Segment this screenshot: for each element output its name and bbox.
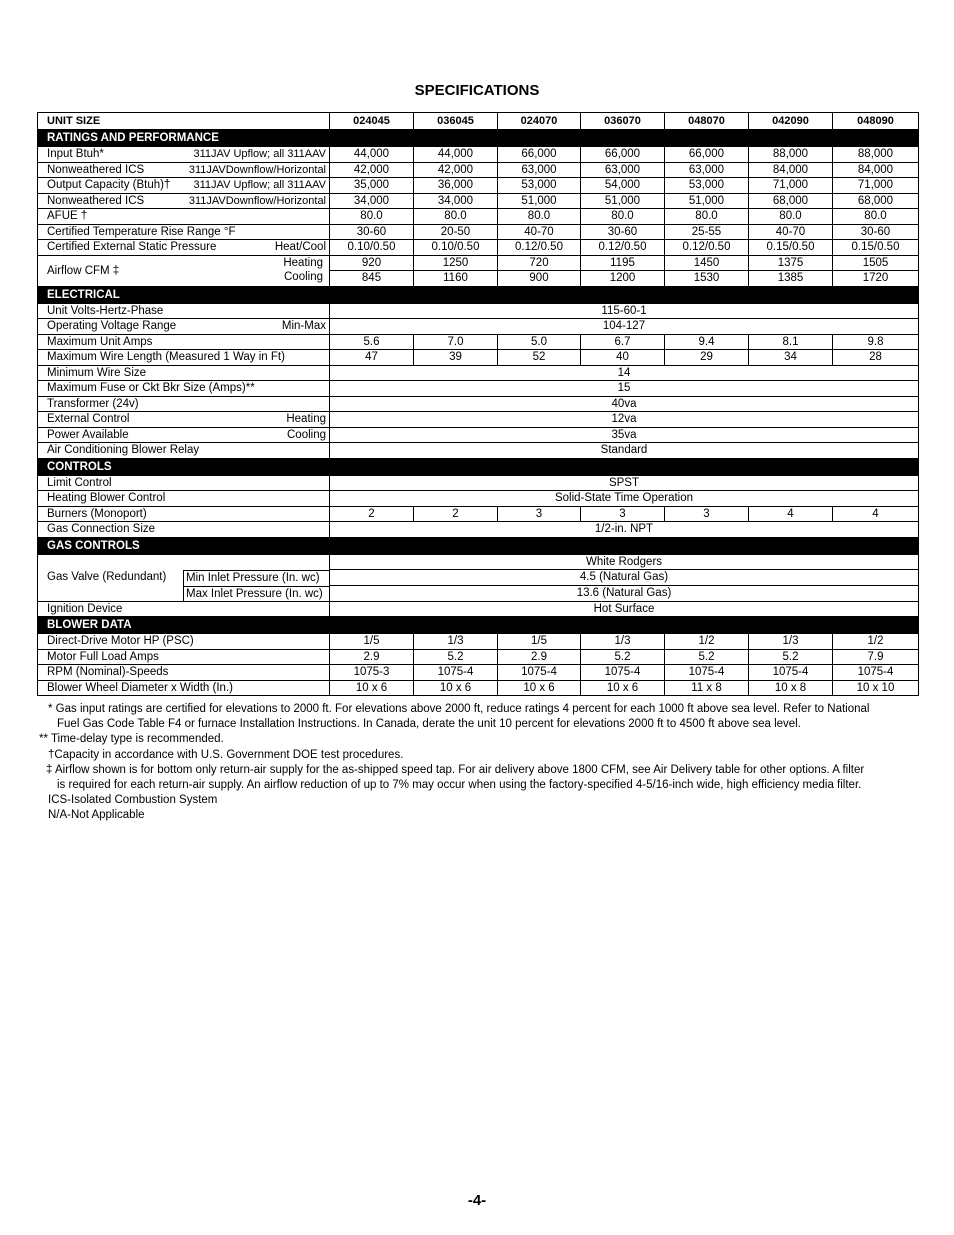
column-header: 036045 xyxy=(414,113,498,130)
value-cell-merged: 40va xyxy=(330,396,919,412)
value-cell: 25-55 xyxy=(665,224,749,240)
value-cell: 44,000 xyxy=(330,147,414,163)
table-row xyxy=(38,491,919,507)
footnote-airflow-1: ‡ Airflow shown is for bottom only return-air supply for the as-shipped speed tap. For air delivery above 1800 CFM, see Air Delivery table for other options. A filter xyxy=(46,763,865,776)
value-cell: 0.15/0.50 xyxy=(749,240,833,256)
value-cell: 5.0 xyxy=(498,334,581,350)
value-cell: 3 xyxy=(581,506,665,522)
value-cell: 10 x 6 xyxy=(581,680,665,696)
row-label: Maximum Unit Amps xyxy=(38,334,330,350)
section-title: ELECTRICAL xyxy=(38,286,919,303)
row-label: Transformer (24v) xyxy=(38,396,330,412)
value-cell: 80.0 xyxy=(581,209,665,225)
value-cell: 1720 xyxy=(833,271,919,287)
table-row xyxy=(38,634,919,650)
column-header: 042090 xyxy=(749,113,833,130)
value-cell: 9.8 xyxy=(833,334,919,350)
value-cell: 7.9 xyxy=(833,649,919,665)
value-cell: 63,000 xyxy=(581,162,665,178)
value-cell: 1/2 xyxy=(833,634,919,650)
value-cell-merged: Solid-State Time Operation xyxy=(330,491,919,507)
footnote-gas-input-2: Fuel Gas Code Table F4 or furnace Installation Instructions. In Canada, derate the unit 10 percent for elevations 2000 ft to 4500 ft above sea level. xyxy=(57,718,801,731)
value-cell: 30-60 xyxy=(330,224,414,240)
value-cell: 84,000 xyxy=(833,162,919,178)
value-cell: 80.0 xyxy=(330,209,414,225)
table-row xyxy=(38,350,919,366)
row-label xyxy=(38,427,330,443)
value-cell-merged: White Rodgers xyxy=(330,554,919,570)
row-label-text: Input Btuh* xyxy=(47,148,104,161)
table-row xyxy=(38,680,919,696)
value-cell: 900 xyxy=(498,271,581,287)
value-cell: 54,000 xyxy=(581,178,665,194)
value-cell: 30-60 xyxy=(833,224,919,240)
value-cell: 9.4 xyxy=(665,334,749,350)
row-label: Air Conditioning Blower Relay xyxy=(38,443,330,459)
value-cell-merged: 12va xyxy=(330,412,919,428)
row-label: Motor Full Load Amps xyxy=(38,649,330,665)
row-label: Heating Blower Control xyxy=(38,491,330,507)
section-header xyxy=(38,130,919,147)
value-cell-merged: 15 xyxy=(330,381,919,397)
row-label: Maximum Fuse or Ckt Bkr Size (Amps)** xyxy=(38,381,330,397)
row-label: Certified Temperature Rise Range °F xyxy=(38,224,330,240)
value-cell: 11 x 8 xyxy=(665,680,749,696)
table-row xyxy=(38,506,919,522)
value-cell: 47 xyxy=(330,350,414,366)
value-cell: 53,000 xyxy=(498,178,581,194)
value-cell: 2.9 xyxy=(498,649,581,665)
value-cell: 80.0 xyxy=(414,209,498,225)
value-cell: 53,000 xyxy=(665,178,749,194)
value-cell-merged: 14 xyxy=(330,365,919,381)
table-row xyxy=(38,224,919,240)
value-cell: 1/3 xyxy=(414,634,498,650)
value-cell: 40 xyxy=(581,350,665,366)
specifications-table xyxy=(37,112,919,696)
value-cell: 51,000 xyxy=(665,193,749,209)
value-cell: 34 xyxy=(749,350,833,366)
table-row xyxy=(38,522,919,538)
value-cell: 10 x 6 xyxy=(498,680,581,696)
value-cell: 88,000 xyxy=(749,147,833,163)
row-label xyxy=(38,147,330,163)
value-cell: 40-70 xyxy=(749,224,833,240)
table-row xyxy=(38,412,919,428)
row-label-text: Output Capacity (Btuh)† xyxy=(47,179,171,192)
row-label xyxy=(38,255,330,286)
value-cell: 34,000 xyxy=(414,193,498,209)
row-label: AFUE † xyxy=(38,209,330,225)
value-cell: 34,000 xyxy=(330,193,414,209)
row-label-text: External Control xyxy=(47,413,130,426)
table-row xyxy=(38,475,919,491)
value-cell: 80.0 xyxy=(749,209,833,225)
value-cell: 80.0 xyxy=(665,209,749,225)
row-label: Direct-Drive Motor HP (PSC) xyxy=(38,634,330,650)
value-cell: 1530 xyxy=(665,271,749,287)
value-cell: 1075-4 xyxy=(498,665,581,681)
value-cell: 71,000 xyxy=(833,178,919,194)
value-cell: 4 xyxy=(833,506,919,522)
value-cell: 0.15/0.50 xyxy=(833,240,919,256)
row-label xyxy=(38,240,330,256)
value-cell: 42,000 xyxy=(330,162,414,178)
table-row xyxy=(38,443,919,459)
value-cell: 63,000 xyxy=(665,162,749,178)
row-label-text: Heating xyxy=(286,413,326,426)
value-cell: 5.2 xyxy=(749,649,833,665)
row-label: Gas Connection Size xyxy=(38,522,330,538)
footnote-airflow-2: is required for each return-air supply. An airflow reduction of up to 7% may occur when using the factory-specified 4-5/16-inch wide, high efficiency media filter. xyxy=(57,779,862,792)
row-label: RPM (Nominal)-Speeds xyxy=(38,665,330,681)
value-cell-merged: 1/2-in. NPT xyxy=(330,522,919,538)
table-row xyxy=(38,240,919,256)
header-row xyxy=(38,113,919,130)
page-number: -4- xyxy=(467,1192,487,1209)
value-cell: 4 xyxy=(749,506,833,522)
row-label-text: Nonweathered ICS xyxy=(47,163,145,176)
footnote-capacity: †Capacity in accordance with U.S. Government DOE test procedures. xyxy=(48,748,404,761)
row-label-text: Gas Valve (Redundant) xyxy=(47,570,167,583)
value-cell: 36,000 xyxy=(414,178,498,194)
value-cell: 30-60 xyxy=(581,224,665,240)
value-cell: 845 xyxy=(330,271,414,287)
row-label-text: Power Available xyxy=(47,428,129,441)
column-header: 036070 xyxy=(581,113,665,130)
value-cell-merged: 104-127 xyxy=(330,319,919,335)
value-cell: 5.2 xyxy=(581,649,665,665)
section-header xyxy=(38,537,919,554)
value-cell: 3 xyxy=(665,506,749,522)
value-cell: 1200 xyxy=(581,271,665,287)
row-label-text: Operating Voltage Range xyxy=(47,320,177,333)
row-label: Blower Wheel Diameter x Width (In.) xyxy=(38,680,330,696)
value-cell: 1075-4 xyxy=(581,665,665,681)
value-cell: 10 x 10 xyxy=(833,680,919,696)
value-cell: 1/5 xyxy=(498,634,581,650)
row-label: Limit Control xyxy=(38,475,330,491)
table-row xyxy=(38,178,919,194)
value-cell: 10 x 6 xyxy=(330,680,414,696)
table-row xyxy=(38,427,919,443)
row-label-text: 311JAV Upflow; all 311AAV xyxy=(193,148,326,161)
value-cell: 44,000 xyxy=(414,147,498,163)
section-header xyxy=(38,617,919,634)
page-title: SPECIFICATIONS xyxy=(414,82,540,99)
value-cell: 42,000 xyxy=(414,162,498,178)
footnote-time-delay: ** Time-delay type is recommended. xyxy=(39,733,224,746)
value-cell: 10 x 8 xyxy=(749,680,833,696)
value-cell: 1/3 xyxy=(749,634,833,650)
row-label-text: 311JAVDownflow/Horizontal xyxy=(188,163,326,176)
column-header: 024045 xyxy=(330,113,414,130)
value-cell: 0.12/0.50 xyxy=(665,240,749,256)
value-cell: 66,000 xyxy=(665,147,749,163)
row-label-text: Min-Max xyxy=(281,320,326,333)
value-cell: 29 xyxy=(665,350,749,366)
footnote-na: N/A-Not Applicable xyxy=(48,809,145,822)
row-label-text: Airflow CFM ‡ xyxy=(47,264,120,277)
table-row xyxy=(38,649,919,665)
row-label: Unit Volts-Hertz-Phase xyxy=(38,303,330,319)
row-label: Burners (Monoport) xyxy=(38,506,330,522)
table-row xyxy=(38,334,919,350)
value-cell-merged: 4.5 (Natural Gas) xyxy=(330,570,919,586)
row-label-text: Max Inlet Pressure (In. wc) xyxy=(183,586,329,602)
value-cell: 720 xyxy=(498,255,581,271)
row-label-text: Heat/Cool xyxy=(274,241,326,254)
section-header xyxy=(38,458,919,475)
value-cell: 1450 xyxy=(665,255,749,271)
value-cell: 0.12/0.50 xyxy=(581,240,665,256)
value-cell: 1195 xyxy=(581,255,665,271)
section-title: BLOWER DATA xyxy=(38,617,919,634)
value-cell: 1075-4 xyxy=(665,665,749,681)
value-cell: 35,000 xyxy=(330,178,414,194)
value-cell: 20-50 xyxy=(414,224,498,240)
value-cell: 68,000 xyxy=(749,193,833,209)
table-row xyxy=(38,193,919,209)
table-row xyxy=(38,162,919,178)
value-cell: 84,000 xyxy=(749,162,833,178)
value-cell: 66,000 xyxy=(498,147,581,163)
value-cell: 7.0 xyxy=(414,334,498,350)
value-cell: 1160 xyxy=(414,271,498,287)
value-cell-merged: Hot Surface xyxy=(330,601,919,617)
value-cell: 10 x 6 xyxy=(414,680,498,696)
section-title: RATINGS AND PERFORMANCE xyxy=(38,130,919,147)
value-cell: 51,000 xyxy=(581,193,665,209)
row-label xyxy=(38,193,330,209)
value-cell: 1/5 xyxy=(330,634,414,650)
section-title: CONTROLS xyxy=(38,458,919,475)
value-cell: 1/3 xyxy=(581,634,665,650)
value-cell: 2.9 xyxy=(330,649,414,665)
row-label-text: Min Inlet Pressure (In. wc) xyxy=(183,570,329,586)
unit-size-header: UNIT SIZE xyxy=(38,113,330,130)
value-cell: 1385 xyxy=(749,271,833,287)
table-row xyxy=(38,255,919,271)
table-row xyxy=(38,365,919,381)
section-title: GAS CONTROLS xyxy=(38,537,919,554)
table-row xyxy=(38,665,919,681)
value-cell: 66,000 xyxy=(581,147,665,163)
row-label xyxy=(38,319,330,335)
table-row xyxy=(38,554,919,570)
value-cell-merged: 13.6 (Natural Gas) xyxy=(330,585,919,601)
value-cell: 1075-4 xyxy=(414,665,498,681)
value-cell: 0.10/0.50 xyxy=(330,240,414,256)
value-cell: 1375 xyxy=(749,255,833,271)
footnotes xyxy=(37,702,927,824)
row-label: Minimum Wire Size xyxy=(38,365,330,381)
row-label: Maximum Wire Length (Measured 1 Way in Ft) xyxy=(38,350,330,366)
row-label: Ignition Device xyxy=(38,601,330,617)
value-cell: 5.6 xyxy=(330,334,414,350)
row-label-text: Nonweathered ICS xyxy=(47,194,145,207)
row-label xyxy=(38,178,330,194)
table-row xyxy=(38,209,919,225)
value-cell: 63,000 xyxy=(498,162,581,178)
value-cell: 3 xyxy=(498,506,581,522)
column-header: 048090 xyxy=(833,113,919,130)
value-cell: 1075-4 xyxy=(749,665,833,681)
value-cell: 5.2 xyxy=(665,649,749,665)
value-cell: 0.12/0.50 xyxy=(498,240,581,256)
value-cell: 5.2 xyxy=(414,649,498,665)
value-cell: 920 xyxy=(330,255,414,271)
value-cell-merged: 115-60-1 xyxy=(330,303,919,319)
table-row xyxy=(38,303,919,319)
row-label xyxy=(38,554,330,601)
value-cell: 2 xyxy=(414,506,498,522)
row-label xyxy=(38,162,330,178)
table-row xyxy=(38,147,919,163)
column-header: 024070 xyxy=(498,113,581,130)
row-label-text: Certified External Static Pressure xyxy=(47,241,217,254)
value-cell-merged: Standard xyxy=(330,443,919,459)
value-cell: 6.7 xyxy=(581,334,665,350)
row-label-text: Cooling xyxy=(284,270,323,283)
row-label-text: Cooling xyxy=(287,428,326,441)
value-cell: 39 xyxy=(414,350,498,366)
value-cell: 68,000 xyxy=(833,193,919,209)
value-cell: 1250 xyxy=(414,255,498,271)
table-row xyxy=(38,381,919,397)
row-label-text: Heating xyxy=(283,256,323,269)
value-cell: 1075-3 xyxy=(330,665,414,681)
value-cell: 2 xyxy=(330,506,414,522)
value-cell-merged: SPST xyxy=(330,475,919,491)
value-cell: 88,000 xyxy=(833,147,919,163)
section-header xyxy=(38,286,919,303)
footnote-gas-input-1: * Gas input ratings are certified for elevations to 2000 ft. For elevations above 2000 ft, reduce ratings 4 percent for each 1000 ft above sea level. Refer to National xyxy=(48,703,870,715)
value-cell: 40-70 xyxy=(498,224,581,240)
value-cell: 80.0 xyxy=(498,209,581,225)
row-label-text: 311JAV Upflow; all 311AAV xyxy=(193,179,326,192)
value-cell: 1505 xyxy=(833,255,919,271)
value-cell: 80.0 xyxy=(833,209,919,225)
value-cell: 51,000 xyxy=(498,193,581,209)
value-cell: 0.10/0.50 xyxy=(414,240,498,256)
row-label-text: 311JAVDownflow/Horizontal xyxy=(188,194,326,207)
value-cell: 71,000 xyxy=(749,178,833,194)
footnote-ics: ICS-Isolated Combustion System xyxy=(48,794,218,807)
value-cell-merged: 35va xyxy=(330,427,919,443)
value-cell: 1075-4 xyxy=(833,665,919,681)
table-row xyxy=(38,396,919,412)
row-label xyxy=(38,412,330,428)
value-cell: 28 xyxy=(833,350,919,366)
column-header: 048070 xyxy=(665,113,749,130)
table-row xyxy=(38,319,919,335)
value-cell: 8.1 xyxy=(749,334,833,350)
value-cell: 52 xyxy=(498,350,581,366)
value-cell: 1/2 xyxy=(665,634,749,650)
table-row xyxy=(38,601,919,617)
